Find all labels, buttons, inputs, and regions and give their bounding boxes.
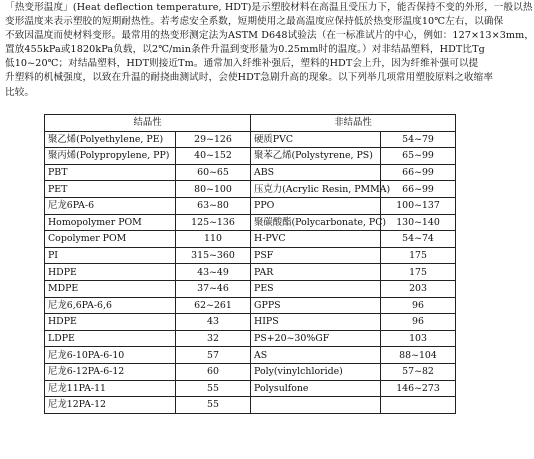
table-row [45, 131, 456, 148]
amorphous-hdt: 66~99 [381, 164, 456, 181]
amorphous-hdt: 66~99 [381, 181, 456, 198]
table-row [45, 380, 456, 397]
crystalline-hdt: 62~261 [176, 297, 251, 314]
crystalline-hdt: 55 [176, 380, 251, 397]
table-row [45, 148, 456, 165]
amorphous-hdt: 96 [381, 297, 456, 314]
amorphous-material: PS+20~30%GF [251, 330, 381, 347]
table-row [45, 197, 456, 214]
table-row [45, 363, 456, 380]
crystalline-material: HDPE [45, 264, 176, 281]
crystalline-hdt: 110 [176, 231, 251, 248]
crystalline-material: 聚丙烯(Polypropylene, PP) [45, 148, 176, 165]
crystalline-hdt: 63~80 [176, 197, 251, 214]
table-row [45, 164, 456, 181]
amorphous-material: 聚苯乙烯(Polystyrene, PS) [251, 148, 381, 165]
table-row [45, 314, 456, 331]
table-row [45, 231, 456, 248]
amorphous-material: 聚碳酸酯(Polycarbonate, PC) [251, 214, 381, 231]
amorphous-material [251, 397, 381, 414]
table-header-row [45, 115, 456, 132]
amorphous-hdt: 203 [381, 280, 456, 297]
crystalline-material: 尼龙11PA-11 [45, 380, 176, 397]
intro-line: 升塑料的机械强度，以致在升温的耐挠曲测试时，会使HDT急剧升高的现象。以下列举几项常用塑胶原料之收缩率 [5, 72, 494, 84]
amorphous-hdt: 100~137 [381, 197, 456, 214]
crystalline-material: PI [45, 247, 176, 264]
table-row [45, 397, 456, 414]
table-row [45, 247, 456, 264]
crystalline-hdt: 43~49 [176, 264, 251, 281]
amorphous-hdt: 103 [381, 330, 456, 347]
amorphous-material: ABS [251, 164, 381, 181]
crystalline-material: 尼龙6-10PA-6-10 [45, 347, 176, 364]
crystalline-material: PET [45, 181, 176, 198]
crystalline-material: 尼龙6,6PA-6,6 [45, 297, 176, 314]
crystalline-material: 尼龙6PA-6 [45, 197, 176, 214]
amorphous-hdt: 57~82 [381, 363, 456, 380]
crystalline-hdt: 60~65 [176, 164, 251, 181]
amorphous-material: 压克力(Acrylic Resin, PMMA) [251, 181, 381, 198]
crystalline-hdt: 55 [176, 397, 251, 414]
header-amorphous: 非结晶性 [251, 115, 456, 132]
crystalline-hdt: 57 [176, 347, 251, 364]
amorphous-hdt [381, 397, 456, 414]
crystalline-hdt: 37~46 [176, 280, 251, 297]
amorphous-material: GPPS [251, 297, 381, 314]
crystalline-material: 聚乙烯(Polyethylene, PE) [45, 131, 176, 148]
table-row [45, 181, 456, 198]
crystalline-hdt: 40~152 [176, 148, 251, 165]
crystalline-hdt: 29~126 [176, 131, 251, 148]
table-row [45, 264, 456, 281]
amorphous-hdt: 65~99 [381, 148, 456, 165]
amorphous-material: AS [251, 347, 381, 364]
amorphous-material: HIPS [251, 314, 381, 331]
crystalline-material: 尼龙6-12PA-6-12 [45, 363, 176, 380]
crystalline-hdt: 125~136 [176, 214, 251, 231]
amorphous-hdt: 54~74 [381, 231, 456, 248]
amorphous-hdt: 88~104 [381, 347, 456, 364]
amorphous-material: Polysulfone [251, 380, 381, 397]
intro-line: 比较。 [5, 86, 35, 98]
amorphous-hdt: 175 [381, 264, 456, 281]
table-row [45, 280, 456, 297]
table-row [45, 347, 456, 364]
crystalline-hdt: 43 [176, 314, 251, 331]
intro-line: 不致因温度而使材料变形。最常用的热变形测定法为ASTM D648试验法（在一标准试片的中心，例如：127×13×3mm， [5, 30, 534, 42]
intro-line: 「热变形温度」(Heat deflection temperature, HDT)是示塑胶材料在高温且受压力下，能否保持不变的外形，一般以热 [5, 2, 533, 13]
amorphous-material: PSF [251, 247, 381, 264]
amorphous-material: Poly(vinylchloride) [251, 363, 381, 380]
intro-line: 变形温度来表示塑胶的短期耐热性。若考虑安全系数，短期使用之最高温度应保持低於热变形温度10℃左右，以确保 [5, 16, 504, 28]
amorphous-material: 硬质PVC [251, 131, 381, 148]
crystalline-material: Homopolymer POM [45, 214, 176, 231]
crystalline-material: PBT [45, 164, 176, 181]
amorphous-material: H-PVC [251, 231, 381, 248]
amorphous-material: PES [251, 280, 381, 297]
amorphous-material: PAR [251, 264, 381, 281]
crystalline-material: 尼龙12PA-12 [45, 397, 176, 414]
intro-line: 低10~20℃；对结晶塑料，HDT则接近Tm。通常加入纤维补强后，塑料的HDT会上升，因为纤维补强可以提 [5, 58, 479, 70]
intro-line: 置放455kPa或1820kPa负载，以2℃/min条件升温到变形量为0.25mm时的温度。）对非结晶塑料，HDT比Tg [5, 44, 485, 56]
crystalline-hdt: 315~360 [176, 247, 251, 264]
crystalline-hdt: 80~100 [176, 181, 251, 198]
table-row [45, 297, 456, 314]
header-crystalline: 结晶性 [45, 115, 251, 132]
crystalline-hdt: 32 [176, 330, 251, 347]
amorphous-hdt: 175 [381, 247, 456, 264]
crystalline-material: HDPE [45, 314, 176, 331]
table-row [45, 214, 456, 231]
amorphous-hdt: 54~79 [381, 131, 456, 148]
table-row [45, 330, 456, 347]
amorphous-hdt: 96 [381, 314, 456, 331]
amorphous-hdt: 146~273 [381, 380, 456, 397]
crystalline-material: MDPE [45, 280, 176, 297]
intro-paragraph [5, 1, 534, 100]
crystalline-material: LDPE [45, 330, 176, 347]
amorphous-hdt: 130~140 [381, 214, 456, 231]
crystalline-hdt: 60 [176, 363, 251, 380]
crystalline-material: Copolymer POM [45, 231, 176, 248]
hdt-table [44, 114, 456, 414]
amorphous-material: PPO [251, 197, 381, 214]
